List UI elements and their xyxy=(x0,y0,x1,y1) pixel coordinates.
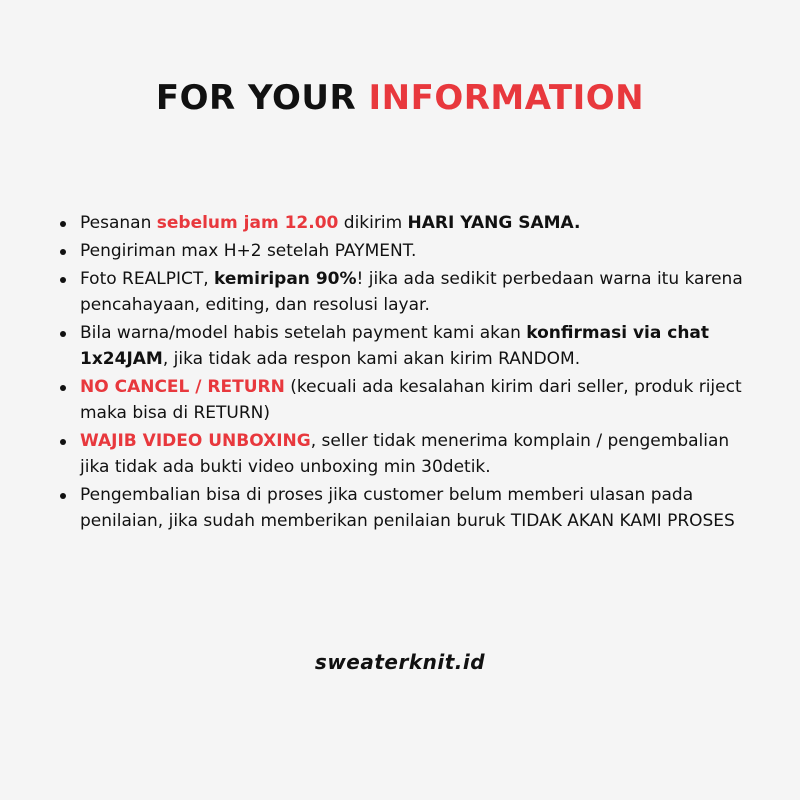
bullet-icon xyxy=(60,439,66,445)
info-item-order-cutoff: Pesanan sebelum jam 12.00 dikirim HARI YANG SAMA. xyxy=(55,210,745,236)
info-list xyxy=(55,210,745,536)
info-item-shipping: Pengiriman max H+2 setelah PAYMENT. xyxy=(55,238,745,264)
bullet-icon xyxy=(60,277,66,283)
bullet-icon xyxy=(60,385,66,391)
info-item-realpict: Foto REALPICT, kemiripan 90%! jika ada sedikit perbedaan warna itu karena pencahayaan, editing, dan resolusi layar. xyxy=(55,266,745,318)
info-item-returns-policy: Pengembalian bisa di proses jika customer belum memberi ulasan pada penilaian, jika sudah memberikan penilaian buruk TIDAK AKAN KAMI PROSES xyxy=(55,482,745,534)
brand-name: sweaterknit.id xyxy=(314,650,486,674)
bullet-icon xyxy=(60,249,66,255)
bullet-icon xyxy=(60,221,66,227)
bullet-icon xyxy=(60,493,66,499)
title-part-1: FOR YOUR xyxy=(155,78,369,118)
info-item-video-unboxing: WAJIB VIDEO UNBOXING, seller tidak menerima komplain / pengembalian jika tidak ada bukti video unboxing min 30detik. xyxy=(55,428,745,480)
info-item-no-cancel: NO CANCEL / RETURN (kecuali ada kesalahan kirim dari seller, produk riject maka bisa di RETURN) xyxy=(55,374,745,426)
page-title xyxy=(0,78,800,118)
bullet-icon xyxy=(60,331,66,337)
title-part-2-highlight: INFORMATION xyxy=(368,78,645,118)
info-item-stock-confirmation: Bila warna/model habis setelah payment kami akan konfirmasi via chat 1x24JAM, jika tidak ada respon kami akan kirim RANDOM. xyxy=(55,320,745,372)
